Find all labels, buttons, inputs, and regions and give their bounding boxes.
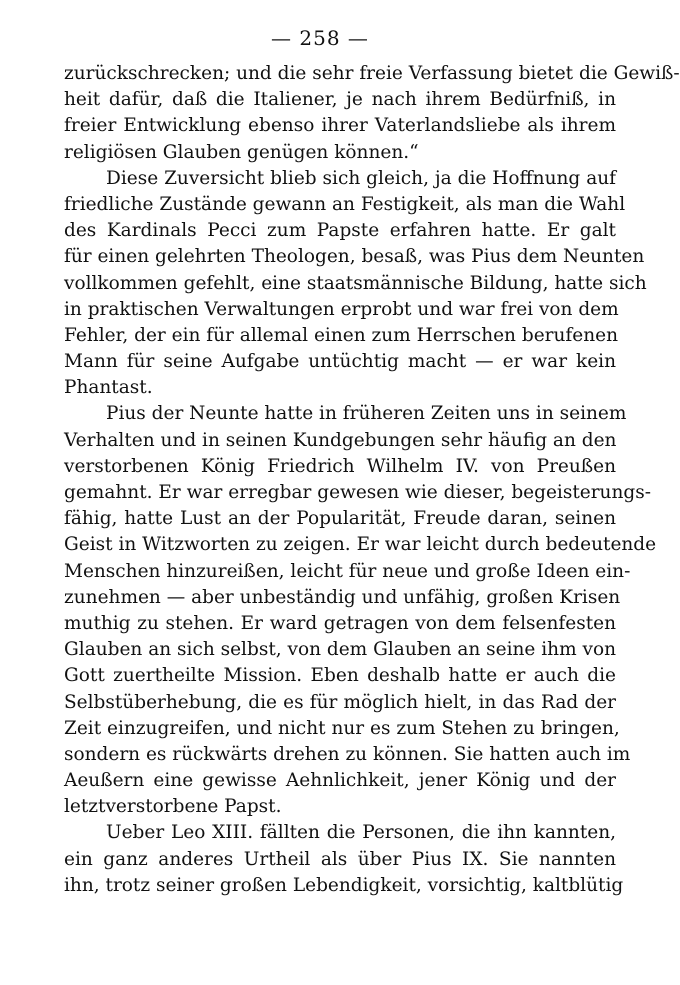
text-line: gemahnt. Er war erregbar gewesen wie dieser, begeisterungs-: [64, 482, 651, 503]
text-line: für einen gelehrten Theologen, besaß, was Pius dem Neunten: [64, 246, 645, 268]
text-line: friedliche Zustände gewann an Festigkeit, als man die Wahl: [64, 193, 626, 215]
text-line: Pius der Neunte hatte in früheren Zeiten uns in seinem: [106, 403, 627, 425]
page-number: — 258 —: [271, 26, 369, 50]
text-line: Mann für seine Aufgabe untüchtig macht — er war kein: [64, 351, 616, 373]
text-line: Fehler, der ein für allemal einen zum Herrschen berufenen: [64, 324, 618, 346]
text-line: vollkommen gefehlt, eine staatsmännische Bildung, hatte sich: [64, 272, 647, 294]
text-line: Menschen hinzureißen, leicht für neue und große Ideen ein-: [64, 560, 631, 582]
text-line: Glauben an sich selbst, von dem Glauben an seine ihm von: [64, 639, 617, 661]
text-line: freier Entwicklung ebenso ihrer Vaterlandsliebe als ihrem: [64, 115, 616, 137]
text-line: Selbstüberhebung, die es für möglich hielt, in das Rad der: [64, 691, 616, 713]
paragraph: [64, 820, 624, 899]
paragraph: [64, 166, 647, 402]
text-line: Verhalten und in seinen Kundgebungen sehr häufig an den: [64, 429, 617, 451]
text-line: in praktischen Verwaltungen erprobt und war frei von dem: [64, 298, 619, 320]
text-line: sondern es rückwärts drehen zu können. Sie hatten auch im: [64, 743, 631, 765]
text-line: des Kardinals Pecci zum Papste erfahren hatte. Er galt: [64, 220, 616, 242]
text-line: Diese Zuversicht blieb sich gleich, ja die Hoffnung auf: [106, 167, 616, 189]
text-line: religiösen Glauben genügen können.“: [64, 141, 419, 163]
text-line: Gott zuertheilte Mission. Eben deshalb hatte er auch die: [64, 665, 616, 687]
body-text: [64, 61, 680, 899]
text-line: verstorbenen König Friedrich Wilhelm IV. von Preußen: [64, 455, 616, 477]
text-line: zunehmen — aber unbeständig und unfähig, großen Krisen: [64, 586, 621, 608]
text-line: fähig, hatte Lust an der Popularität, Freude daran, seinen: [64, 508, 616, 530]
text-line: ein ganz anderes Urtheil als über Pius IX. Sie nannten: [64, 848, 616, 870]
text-line: zurückschrecken; und die sehr freie Verfassung bietet die Gewiß-: [64, 63, 680, 84]
text-line: Ueber Leo XIII. fällten die Personen, die ihn kannten,: [106, 822, 616, 844]
paragraph: [64, 61, 680, 166]
text-line: ihn, trotz seiner großen Lebendigkeit, vorsichtig, kaltblütig: [64, 874, 624, 896]
text-line: letztverstorbene Papst.: [64, 796, 282, 818]
text-line: Geist in Witzworten zu zeigen. Er war leicht durch bedeutende: [64, 534, 657, 556]
text-line: Aeußern eine gewisse Aehnlichkeit, jener König und der: [64, 770, 616, 792]
text-line: Zeit einzugreifen, und nicht nur es zum Stehen zu bringen,: [64, 717, 620, 739]
text-line: muthig zu stehen. Er ward getragen von dem felsenfesten: [64, 612, 616, 634]
text-line: Phantast.: [64, 377, 153, 399]
text-line: heit dafür, daß die Italiener, je nach ihrem Bedürfniß, in: [64, 89, 616, 111]
paragraph: [64, 401, 657, 820]
